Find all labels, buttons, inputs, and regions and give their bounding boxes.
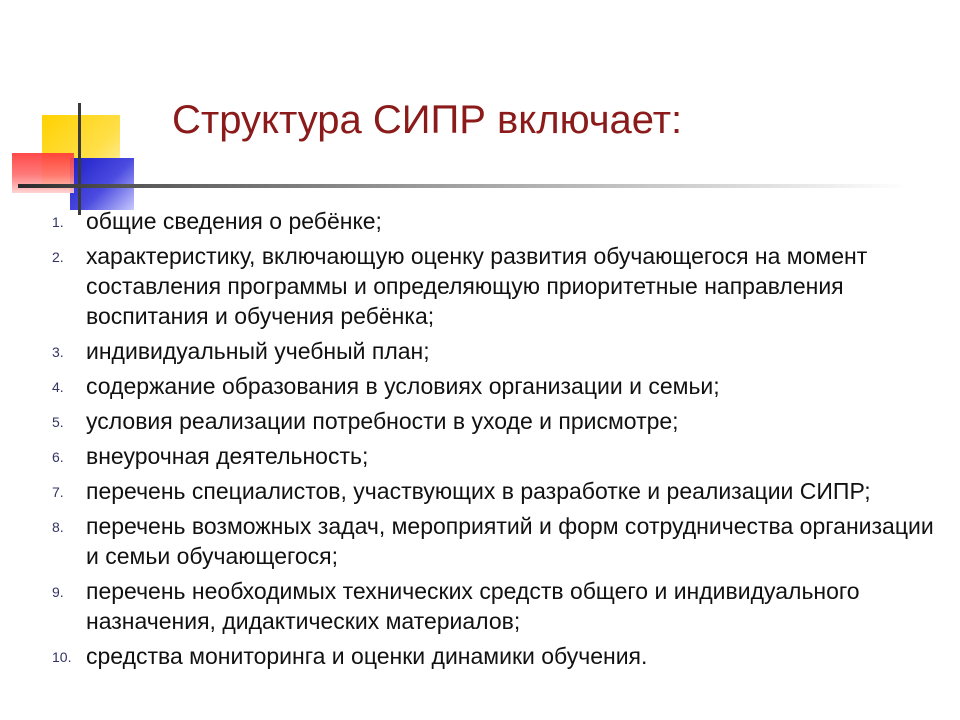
slide-title: Структура СИПР включает: (172, 98, 683, 142)
numbered-list (52, 206, 952, 676)
list-item-number: 4. (52, 379, 64, 395)
title-divider (18, 184, 908, 188)
list-item-text: перечень необходимых технических средств общего и индивидуального назначения, дидактических материалов; (86, 578, 860, 634)
list-item-text: перечень возможных задач, мероприятий и форм сотрудничества организации и семьи обучающегося; (86, 513, 934, 569)
list-item-number: 10. (52, 649, 72, 665)
list-item-text: условия реализации потребности в уходе и присмотре; (86, 408, 679, 434)
list-item-text: индивидуальный учебный план; (86, 338, 430, 364)
list-item-number: 9. (52, 584, 64, 600)
list-item-text: перечень специалистов, участвующих в разработке и реализации СИПР; (86, 478, 871, 504)
list-item-text: общие сведения о ребёнке; (86, 208, 382, 234)
list-item-number: 7. (52, 484, 64, 500)
list-item-number: 2. (52, 249, 64, 265)
list-item (52, 476, 952, 506)
list-item-text: средства мониторинга и оценки динамики обучения. (86, 643, 648, 669)
list-item-number: 3. (52, 344, 64, 360)
list-item-number: 1. (52, 214, 64, 230)
list-item (52, 441, 952, 471)
list-item (52, 406, 952, 436)
list-item-number: 5. (52, 414, 64, 430)
list-item (52, 241, 952, 331)
list-item (52, 371, 952, 401)
list-item-number: 6. (52, 449, 64, 465)
list-item-number: 8. (52, 519, 64, 535)
list-item (52, 206, 952, 236)
list-item-text: содержание образования в условиях организации и семьи; (86, 373, 720, 399)
decor-vertical-line (78, 103, 81, 215)
list-item (52, 336, 952, 366)
list-item (52, 576, 952, 636)
list-item (52, 511, 952, 571)
list-item-text: характеристику, включающую оценку развития обучающегося на момент составления программы и определяющую приоритетные направления воспитания и обучения ребёнка; (86, 243, 868, 329)
list-item-text: внеурочная деятельность; (86, 443, 369, 469)
list-item (52, 641, 952, 671)
